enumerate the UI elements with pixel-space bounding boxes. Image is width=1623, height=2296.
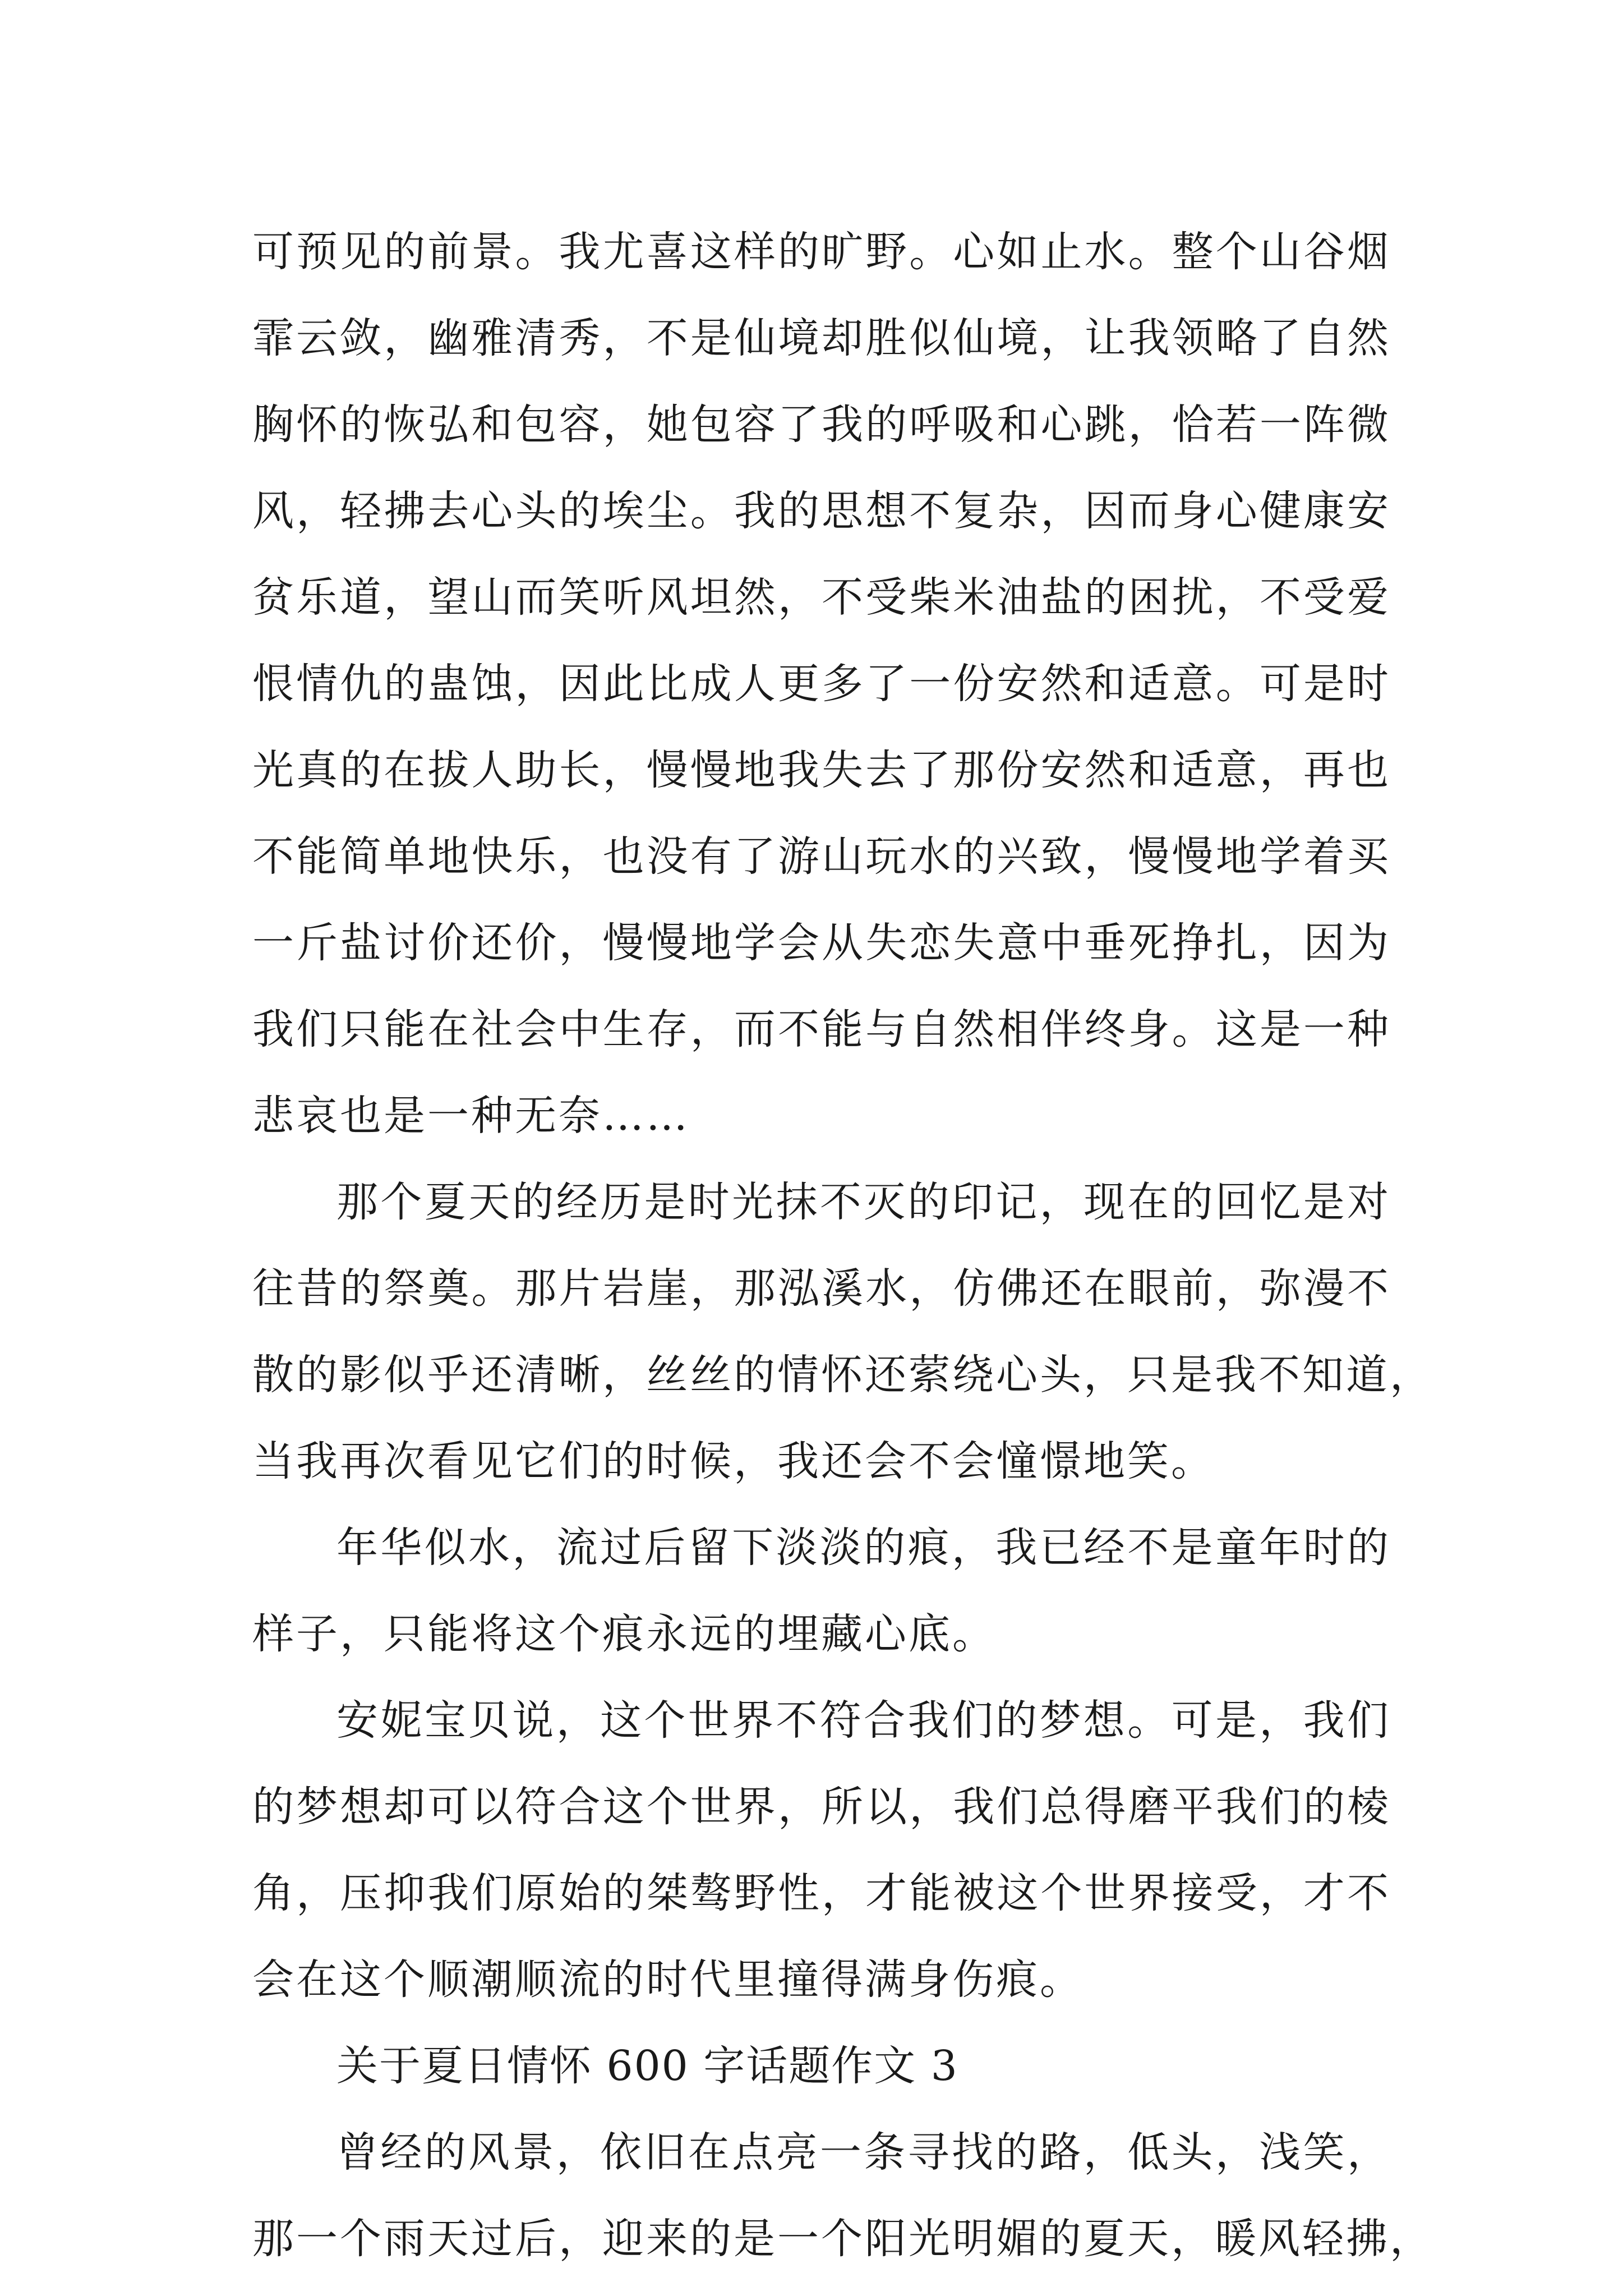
text-line: 可预见的前景。我尤喜这样的旷野。心如止水。整个山谷烟 — [252, 228, 1391, 276]
text-line: 当我再次看见它们的时候，我还会不会憧憬地笑。 — [252, 1437, 1215, 1485]
text-line: 的梦想却可以符合这个世界，所以，我们总得磨平我们的棱 — [252, 1783, 1391, 1831]
text-line: 风，轻拂去心头的埃尘。我的思想不复杂，因而身心健康安 — [252, 487, 1391, 535]
text-line: 角，压抑我们原始的桀骜野性，才能被这个世界接受，才不 — [252, 1869, 1391, 1917]
text-line: 霏云敛，幽雅清秀，不是仙境却胜似仙境，让我领略了自然 — [252, 314, 1391, 362]
text-line: 会在这个顺潮顺流的时代里撞得满身伤痕。 — [252, 1955, 1083, 2004]
text-line: 散的影似乎还清晰，丝丝的情怀还萦绕心头，只是我不知道， — [252, 1351, 1433, 1399]
text-line: 年华似水，流过后留下淡淡的痕，我已经不是童年时的 — [336, 1524, 1391, 1572]
text-line: 悲哀也是一种无奈…… — [252, 1092, 690, 1140]
text-line: 那个夏天的经历是时光抹不灭的印记，现在的回忆是对 — [336, 1178, 1391, 1226]
text-line: 不能简单地快乐，也没有了游山玩水的兴致，慢慢地学着买 — [252, 832, 1391, 881]
text-line: 那一个雨天过后，迎来的是一个阳光明媚的夏天，暖风轻拂， — [252, 2215, 1433, 2263]
text-line: 曾经的风景，依旧在点亮一条寻找的路，低头，浅笑， — [336, 2128, 1391, 2177]
section-heading: 关于夏日情怀 600 字话题作文 3 — [336, 2042, 958, 2090]
text-line: 胸怀的恢弘和包容，她包容了我的呼吸和心跳，恰若一阵微 — [252, 401, 1391, 449]
text-line: 贫乐道，望山而笑听风坦然，不受柴米油盐的困扰，不受爱 — [252, 573, 1391, 622]
text-line: 光真的在拔人助长，慢慢地我失去了那份安然和适意，再也 — [252, 746, 1391, 794]
text-line: 样子，只能将这个痕永远的埋藏心底。 — [252, 1610, 996, 1658]
text-line: 一斤盐讨价还价，慢慢地学会从失恋失意中垂死挣扎，因为 — [252, 919, 1391, 967]
essay-body — [252, 209, 1433, 2282]
text-line: 恨情仇的蛊蚀，因此比成人更多了一份安然和适意。可是时 — [252, 660, 1391, 708]
text-line: 安妮宝贝说，这个世界不符合我们的梦想。可是，我们 — [336, 1696, 1391, 1745]
text-line: 我们只能在社会中生存，而不能与自然相伴终身。这是一种 — [252, 1005, 1391, 1053]
text-line: 往昔的祭奠。那片岩崖，那泓溪水，仿佛还在眼前，弥漫不 — [252, 1264, 1391, 1313]
